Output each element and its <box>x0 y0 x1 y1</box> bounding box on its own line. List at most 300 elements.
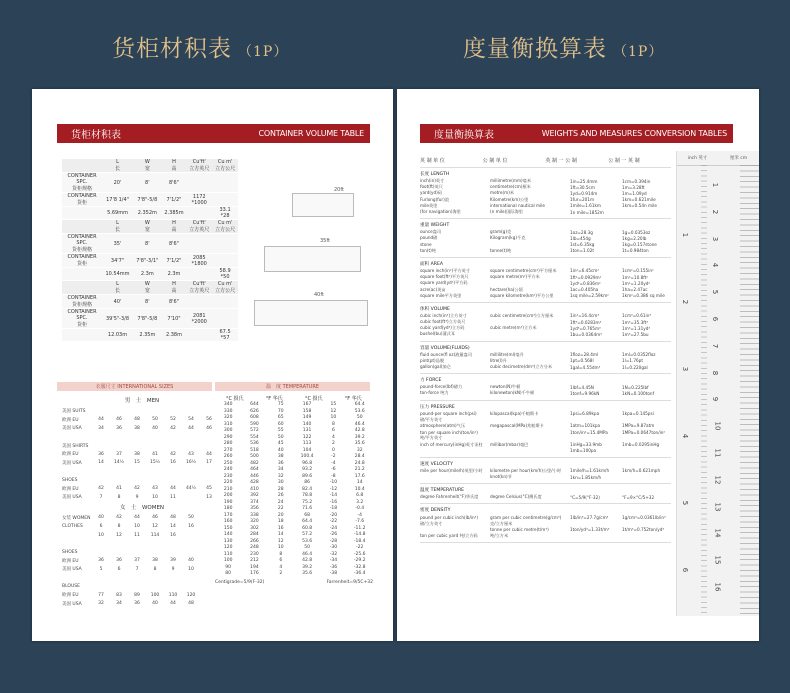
conversion-cell: newton(N)牛顿 <box>490 384 521 390</box>
temp-cell: -30 <box>329 545 338 551</box>
conversion-cell: 1kn=1.85km/h <box>570 474 602 480</box>
size-cell: 美国 SHIRTS <box>62 443 89 449</box>
container-row <box>62 207 238 220</box>
temp-cell: -28 <box>329 538 338 544</box>
size-cell: 77 <box>98 592 104 598</box>
conversion-cell: 1t=0.984ton <box>622 248 649 254</box>
conversion-cell: 1floz=28.4ml <box>570 352 599 358</box>
conversion-cell: yard(yd)码 <box>420 190 442 196</box>
conversion-cell: 吨/立方米 <box>490 533 509 539</box>
conversion-row <box>420 184 671 190</box>
container-row <box>62 220 238 234</box>
conversion-cell: stone <box>420 242 432 248</box>
conversion-cell: 1tonf=9.96kN <box>570 390 600 396</box>
size-cell: 7 <box>135 566 139 572</box>
conversion-col-head: 公 制 一 英 制 <box>608 157 640 164</box>
women-title: 女 士 WOMEN <box>119 504 165 511</box>
conversion-cell: cubic centimetre(cm³)立方厘米 <box>490 312 554 318</box>
container-cell: 2081 *2000 <box>186 309 212 329</box>
conversion-cell: international nautical mile <box>490 203 546 209</box>
conversion-cell: gram(g)克 <box>490 229 512 235</box>
container-cell: 34'7" <box>102 254 133 268</box>
container-cell: 2.352m <box>133 207 162 220</box>
container-cell: 7'8"-3/1" <box>133 254 162 268</box>
container-cell: L 长 <box>102 281 133 295</box>
conversion-cell: atmosphere(atm)气压 <box>420 422 466 428</box>
size-cell: 11 <box>170 494 176 500</box>
conversion-row <box>420 203 671 209</box>
temp-cell: 50 <box>277 434 284 440</box>
temp-cell: 122 <box>302 434 312 440</box>
container-cell <box>186 268 212 281</box>
conversion-cell: 1m=1.09yd <box>622 190 647 196</box>
temp-cell: -18.4 <box>353 538 366 544</box>
container-cell: 5.69mm <box>102 207 133 220</box>
conversion-cell: 1oz=28.3g <box>570 229 593 235</box>
size-cell: 46 <box>206 425 212 431</box>
size-row <box>62 548 222 557</box>
temp-cell: 194 <box>250 564 259 570</box>
conversion-cell: bushel(bu)蒲式耳 <box>420 331 456 337</box>
temp-cell: -0.4 <box>355 506 365 512</box>
temp-cell: 93.2 <box>302 467 313 473</box>
size-cell: 41 <box>116 486 122 492</box>
temp-cell: 6 <box>331 428 335 434</box>
temp-row <box>215 480 373 487</box>
temp-cell: 330 <box>223 408 233 414</box>
temp-cell: 536 <box>250 441 259 447</box>
container-cell: 2.38m <box>162 329 187 342</box>
conversion-cell: 克/立方厘米 <box>490 520 513 526</box>
temp-cell: 180 <box>223 506 233 512</box>
temperature-bar: 温 度 TEMPERATURE <box>215 382 370 391</box>
conversion-cell: 1n mile=1852m <box>570 209 604 215</box>
size-row <box>62 433 222 442</box>
container-cell: 2.3m <box>162 268 187 281</box>
temp-row <box>215 460 373 467</box>
conversion-row <box>420 411 671 417</box>
conversion-cell: 1st=6.35kg <box>570 242 595 248</box>
temp-cell: 71.6 <box>302 506 313 512</box>
conversion-col-head: 公 制 单 位 <box>482 157 508 164</box>
conversion-row <box>420 293 671 299</box>
temp-cell: 20 <box>277 512 284 518</box>
ruler-cm-number: 11 <box>713 448 722 458</box>
conversion-group-title: 面积 AREA <box>420 261 444 267</box>
ruler <box>676 151 759 616</box>
conversion-cell: 1in=25.4mm <box>570 178 598 184</box>
conversion-cell: 1m²=1.20yd² <box>622 280 651 286</box>
size-cell: SHOES <box>62 549 78 555</box>
conversion-cell: inch(in)英寸 <box>420 178 445 184</box>
container-cell: 58.9 *50 <box>212 268 238 281</box>
temp-cell: 8 <box>331 421 335 427</box>
temp-row <box>215 558 373 565</box>
size-cell: 8 <box>153 566 157 572</box>
temp-cell: 46.4 <box>302 551 313 557</box>
conversion-cell: 1g/cm³=0.0361lb/in³ <box>622 514 666 520</box>
size-cell: 15 <box>134 460 140 466</box>
conversion-cell: 1mile/h=1.61km/h <box>570 468 610 474</box>
conversion-cell: 1psi=6.89kpa <box>570 411 600 417</box>
conversion-row <box>420 390 671 396</box>
temp-cell: -14.8 <box>353 532 366 538</box>
temp-row <box>215 434 373 441</box>
size-cell: 52 <box>170 417 176 423</box>
conversion-cell: 1l=1.76pt <box>622 358 643 364</box>
size-cell: 14½ <box>113 460 125 466</box>
container-cell: Cu'ft' 立方英尺 <box>186 220 212 234</box>
temp-cell: -8 <box>331 473 336 479</box>
temp-row <box>215 519 373 526</box>
temp-cell: 35.6 <box>302 571 313 577</box>
size-cell: 9 <box>135 494 139 500</box>
conversion-cell: cubic decimetre(dm³)立方分米 <box>490 364 553 370</box>
size-cell: 欧洲 EU <box>62 558 79 564</box>
temp-cell: 3.2 <box>356 499 364 505</box>
conversion-row <box>420 325 671 331</box>
size-row <box>62 450 222 459</box>
conversion-group-title: 速度 VELOCITY <box>420 461 453 467</box>
conversion-group <box>420 458 671 484</box>
ruler-inch-number: 2 <box>681 299 690 305</box>
size-cell: 36 <box>98 451 104 457</box>
size-cell: 美国 USA <box>62 567 82 573</box>
conversion-group-title: 容量 VOLUME(FLUIDS) <box>420 345 470 351</box>
temp-cell: 50 <box>356 415 363 421</box>
temp-cell: -38 <box>329 571 338 577</box>
temp-cell: 2 <box>331 441 335 447</box>
temp-cell: 55 <box>277 428 284 434</box>
temp-cell: 220 <box>223 480 233 486</box>
conversion-cell: megapascal(MPa)兆帕斯卡 <box>490 422 544 428</box>
conversion-cell: pound-per square inch(psi) <box>420 411 477 417</box>
conversion-cell: 1gal=4.55dm³ <box>570 364 601 370</box>
conversion-row <box>420 514 671 520</box>
temp-cell: 167 <box>302 402 312 408</box>
bar-title-en: CONTAINER VOLUME TABLE <box>258 129 364 138</box>
conversion-row <box>420 229 671 235</box>
temp-cell: 12 <box>277 538 284 544</box>
conversion-cell: square metre(m²)平方米 <box>490 274 540 280</box>
size-cell: 42 <box>170 451 176 457</box>
conversion-cell: 1m³=27.5bu <box>622 331 649 337</box>
container-row <box>62 234 238 254</box>
temp-row <box>215 421 373 428</box>
conversion-row <box>420 384 671 390</box>
size-cell: 44½ <box>185 486 197 492</box>
container-cell: W 宽 <box>133 159 162 173</box>
size-table <box>62 395 222 608</box>
size-cell: 44 <box>134 515 140 521</box>
container-row <box>62 193 238 207</box>
size-cell: 16 <box>170 460 176 466</box>
right-header-title: 度量衡换算表 <box>463 36 607 62</box>
size-row <box>62 467 222 476</box>
size-cell: 100 <box>150 592 160 598</box>
ruler-head-cm: 厘米 cm <box>729 156 748 161</box>
men-title: 男 士 MEN <box>124 398 160 404</box>
temp-cell: 120 <box>223 545 233 551</box>
size-row <box>62 484 222 493</box>
conversion-row <box>420 235 671 241</box>
size-row <box>62 407 222 416</box>
size-cell: 38 <box>134 451 140 457</box>
conversion-group <box>420 303 671 342</box>
size-cell: 5 <box>99 566 103 572</box>
conversion-row <box>420 268 671 274</box>
conversion-cell: 1ft²=0.0929m² <box>570 274 602 280</box>
left-header-suffix: （1P） <box>238 44 289 60</box>
temp-cell: 6.8 <box>356 493 364 499</box>
ruler-inch-number: 5 <box>681 500 690 506</box>
ruler-cm-number: 6 <box>711 316 720 322</box>
container-cell <box>186 295 212 309</box>
size-cell: 44 <box>206 451 212 457</box>
size-cell: 37 <box>116 451 122 457</box>
size-cell: 37 <box>134 558 140 564</box>
size-bar: 衣服尺寸 INTERNATIONAL SIZES <box>57 382 212 391</box>
conversion-group <box>420 168 671 219</box>
container-cell: 33.1 *28 <box>212 207 238 220</box>
conversion-cell: 1g=0.0353oz <box>622 229 651 235</box>
size-cell: 10 <box>152 494 158 500</box>
temp-row <box>215 408 373 415</box>
temp-cell: 554 <box>250 434 259 440</box>
container-row <box>62 254 238 268</box>
size-cell: 120 <box>186 592 196 598</box>
temp-row <box>215 551 373 558</box>
temp-cell: 160 <box>223 519 233 525</box>
size-cell: 8 <box>117 523 121 529</box>
temp-head-cell: °F 华氏 <box>265 395 283 402</box>
ruler-cm-number: 13 <box>713 502 722 512</box>
container-cell: CONTAINER SPC. 货柜规格 <box>62 234 102 254</box>
temp-cell: 284 <box>250 532 259 538</box>
conversion-cell: 1mile=1.61km <box>570 203 601 209</box>
container-row <box>62 268 238 281</box>
conversion-cell: centimetre(cm)厘米 <box>490 184 531 190</box>
temp-cell: 280 <box>223 441 233 447</box>
size-cell: 34 <box>98 425 104 431</box>
container-cell <box>62 268 102 281</box>
conversion-cell: kilopascal(kpa)千帕斯卡 <box>490 410 539 416</box>
conversion-cell: 磅/立方英寸 <box>420 520 443 526</box>
temp-cell: -4 <box>331 460 336 466</box>
container-row <box>62 329 238 342</box>
temp-row <box>215 512 373 519</box>
ruler-inch-ticks <box>701 165 707 616</box>
conversion-cell: 1m³=35.3ft³ <box>622 319 648 325</box>
conversion-cell: 1ha=2.47ac <box>622 287 648 293</box>
temp-cell: -36.4 <box>353 571 366 577</box>
conversion-cell: acre(ac)英亩 <box>420 286 446 292</box>
container-cell: Cu'ft' 立方英尺 <box>186 281 212 295</box>
conversion-cell: degree Fahrenheit(°F)华氏度 <box>420 494 479 500</box>
size-row <box>62 441 222 450</box>
temp-cell: 4 <box>279 564 283 570</box>
container-cell: 8' <box>133 173 162 193</box>
ruler-head-inch: inch 英寸 <box>687 156 708 161</box>
temp-cell: 608 <box>250 415 259 421</box>
conversion-cell: square kilometre(km²)平方公里 <box>490 292 554 298</box>
temp-cell: 70 <box>277 408 284 414</box>
size-row <box>62 582 222 591</box>
temp-cell: 35.6 <box>354 441 365 447</box>
temp-cell: 300 <box>223 428 233 434</box>
conversion-cell: 1inHg=33.9mb <box>570 442 602 448</box>
conversion-cell: 1kN=0.100tonf <box>622 390 655 396</box>
right-header <box>463 30 663 63</box>
conversion-row <box>420 209 671 215</box>
size-cell: 16½ <box>185 460 197 466</box>
conversion-cell: 1in²=6.45cm² <box>570 268 600 274</box>
left-header-title: 货柜材积表 <box>112 36 232 62</box>
temp-cell: 210 <box>223 486 233 492</box>
size-cell: 41 <box>152 451 158 457</box>
conversion-cell: cubic inch(in³)立方英寸 <box>420 312 467 318</box>
temp-cell: 410 <box>250 486 259 492</box>
size-row <box>62 539 222 548</box>
temp-row <box>215 525 373 532</box>
conversion-cell: ton per square inch(ton/in²) <box>420 429 478 435</box>
size-cell: 54 <box>188 417 194 423</box>
conversion-row <box>420 352 671 358</box>
conversion-cell: Kilometre(km)公里 <box>490 196 529 202</box>
right-header-suffix: （1P） <box>613 44 664 60</box>
size-cell: 17 <box>206 460 212 466</box>
temp-cell: 626 <box>250 408 259 414</box>
conversion-cell: kilometre per hour(km/h)公里/小时 <box>490 467 562 473</box>
container-cell <box>62 220 102 234</box>
size-cell: 9 <box>171 566 175 572</box>
right-page <box>397 89 759 641</box>
temp-cell: 34 <box>277 467 284 473</box>
size-row <box>62 476 222 485</box>
conversion-group <box>420 374 671 400</box>
temp-row <box>215 447 373 454</box>
conversion-cell: 1bu=0.0364m³ <box>570 331 602 337</box>
size-cell: 46 <box>116 417 122 423</box>
truck-20ft-drawing <box>292 193 354 217</box>
temp-cell: 14 <box>356 480 363 486</box>
temp-cell: 100.4 <box>300 454 314 460</box>
container-volume-bar <box>57 124 370 143</box>
conversion-cell: square foot(ft²)平方英尺 <box>420 274 469 280</box>
left-page <box>32 89 393 641</box>
size-row <box>62 459 222 468</box>
temp-cell: 140 <box>223 532 233 538</box>
conversion-cell: 1pt=0.568l <box>570 358 594 364</box>
temp-cell: 45 <box>277 441 284 447</box>
size-cell: 36 <box>98 558 104 564</box>
ruler-cm-number: 9 <box>711 397 720 402</box>
temp-cell: 64.4 <box>302 519 313 525</box>
container-cell <box>212 295 238 309</box>
temp-cell: -22 <box>329 519 338 525</box>
conversion-cell: 1kg=0.157stone <box>622 242 657 248</box>
temp-cell: 39.2 <box>354 434 365 440</box>
size-cell: 12 <box>152 523 158 529</box>
temp-cell: 90 <box>225 564 232 570</box>
temp-cell: 248 <box>250 545 259 551</box>
conversion-group-title: 体积 VOLUME <box>420 306 450 312</box>
conversion-group <box>420 342 671 375</box>
conversion-cell: 1yd³=0.765m³ <box>570 325 601 331</box>
conversion-cell: 1kpa=0.145psi <box>622 411 654 417</box>
conversion-cell: pint(pt)品脱 <box>420 357 445 363</box>
conversion-cell: square centimetre(cm²)平方厘米 <box>490 267 557 273</box>
temp-cell: 10.4 <box>354 486 365 492</box>
ruler-inch-number: 6 <box>681 567 690 573</box>
bar-title-en: WEIGHTS AND MEASURES CONVERSION TABLES <box>541 129 727 138</box>
temp-cell: 86 <box>304 480 310 486</box>
temp-cell: 2 <box>279 571 283 577</box>
conversion-cell: 1ton=1.02t <box>570 248 594 254</box>
container-cell: 67.5 *57 <box>212 329 238 342</box>
temp-cell: 518 <box>250 447 259 453</box>
size-cell: 12 <box>116 532 122 538</box>
conversion-cell: 1MPa=9.87atm <box>622 423 655 429</box>
conversion-group <box>420 219 671 258</box>
ruler-inch-number: 4 <box>681 433 690 439</box>
size-cell: 8 <box>117 494 121 500</box>
temp-cell: 17.6 <box>354 473 365 479</box>
temp-head-cell: °C 摄氏 <box>304 395 323 402</box>
container-cell <box>212 234 238 254</box>
size-cell: 42 <box>134 486 140 492</box>
container-cell <box>186 329 212 342</box>
size-cell: 38 <box>134 425 140 431</box>
size-cell: 89 <box>134 592 140 598</box>
size-cell: 48 <box>170 515 176 521</box>
conversion-cell: 1fur=201m <box>570 197 595 203</box>
temp-cell: -24 <box>329 525 338 531</box>
size-cell: 42 <box>170 425 176 431</box>
conversion-cell: 1kg=2.20lb <box>622 235 647 241</box>
conversion-row <box>420 533 671 539</box>
temp-cell: -20 <box>329 512 338 518</box>
conversion-cell: hectare(ha)公顷 <box>490 286 523 292</box>
ruler-cm-number: 2 <box>711 209 720 215</box>
temp-cell: -16 <box>329 499 338 505</box>
container-cell <box>212 254 238 268</box>
conversion-cell: ton-force 吨力 <box>420 390 449 396</box>
size-cell: 欧洲 EU <box>62 593 79 599</box>
temp-row <box>215 454 373 461</box>
conversion-row <box>420 178 671 184</box>
temp-cell: 240 <box>223 467 233 473</box>
temp-cell: 40 <box>277 447 284 453</box>
conversion-cell: cubic foot(ft³)立方英尺 <box>420 319 466 325</box>
temp-cell: 42.8 <box>302 558 313 564</box>
size-cell: 44 <box>98 417 104 423</box>
conversion-cell: mile per hour(mile/h)英里/小时 <box>420 467 483 473</box>
truck-40ft-label: 40ft <box>314 292 324 298</box>
temp-cell: 230 <box>250 551 259 557</box>
conversion-row <box>420 313 671 319</box>
temp-row <box>215 493 373 500</box>
size-cell: 45 <box>206 486 212 492</box>
temp-cell: 446 <box>250 473 259 479</box>
temp-cell: -4 <box>357 512 362 518</box>
conversion-cell: 1cm³=0.61in³ <box>622 313 652 319</box>
conversion-cell: °F=9×°C/5+32 <box>622 494 655 500</box>
conversion-cell: (n mile)国际海里 <box>490 209 523 215</box>
size-cell: 39 <box>170 558 176 564</box>
temp-cell: 392 <box>250 493 259 499</box>
size-cell: 7 <box>99 494 103 500</box>
